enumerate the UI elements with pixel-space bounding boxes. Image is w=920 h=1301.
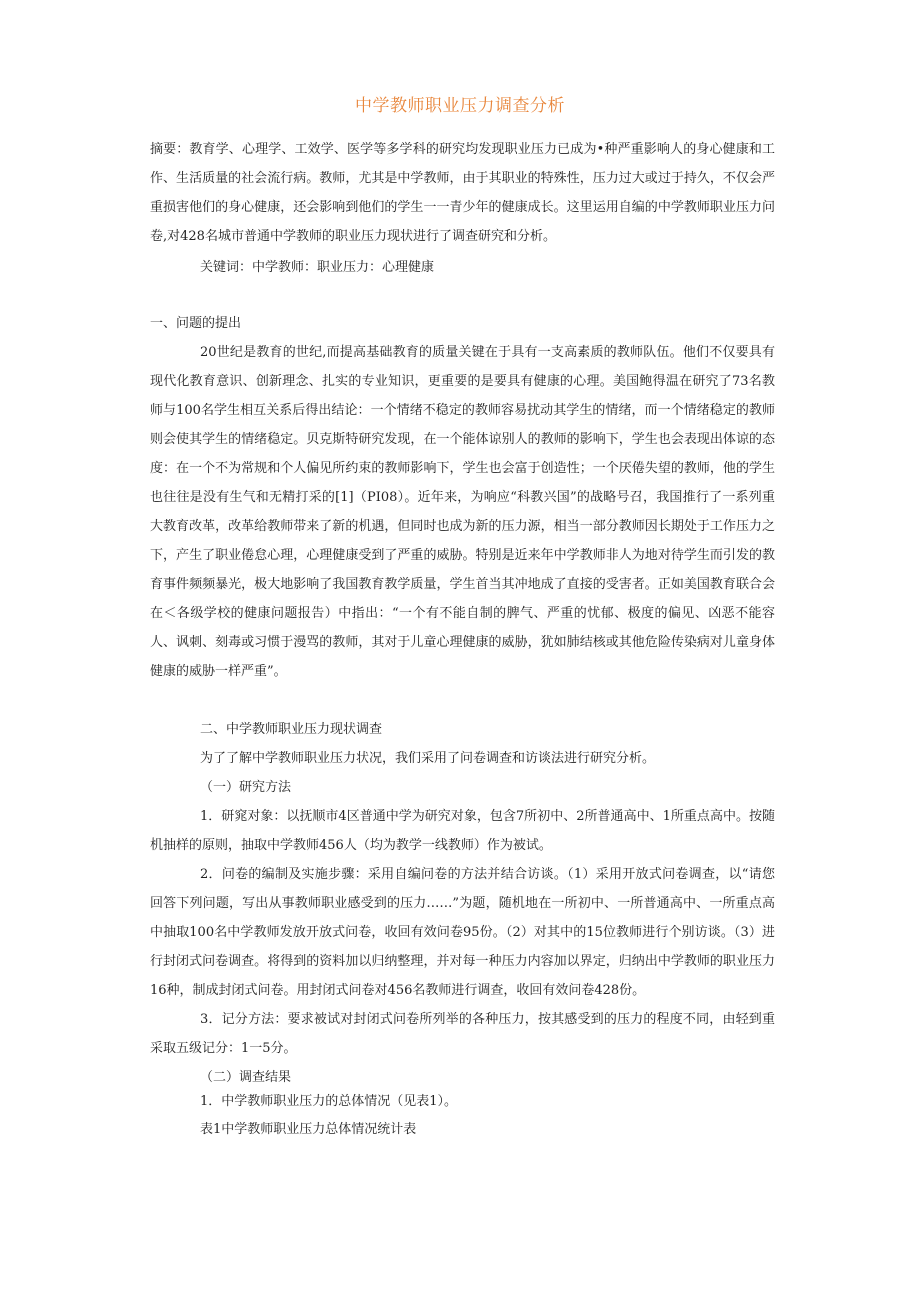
document-title: 中学教师职业压力调查分析 — [355, 96, 565, 116]
section-2 — [150, 715, 775, 1144]
table-caption: 表1中学教师职业压力总体情况统计表 — [200, 1122, 417, 1137]
method-item-2: 2．问卷的编制及实施步骤：采用自编问卷的方法并结合访谈。（1）采用开放式问卷调查，以“请您回答下列问题，写出从事教师职业感受到的压力……”为题，随机地在一所初中、一所普通高中、一所重点高中抽取100名中学教师发放开放式问卷，收回有效问卷95份。（2）对其中的15位教师进行个别访谈。（3）进行封闭式问卷调查。将得到的资料加以归纳整理，并对每一种压力内容加以界定，归纳出中学教师的职业压力16种，制成封闭式问卷。用封闭式问卷对456名教师进行调查，收回有效问卷428份。 — [150, 867, 775, 998]
section-2-intro: 为了了解中学教师职业压力状况，我们采用了问卷调查和访谈法进行研究分析。 — [200, 751, 656, 766]
keywords-line: 关键词：中学教师：职业压力：心理健康 — [200, 260, 435, 275]
abstract-block — [150, 135, 775, 282]
method-heading: （一）研究方法 — [200, 780, 292, 795]
results-heading: （二）调查结果 — [200, 1070, 292, 1085]
method-item-1: 1．研窕对象：以抚顺市4区普通中学为研究对象，包含7所初中、2所普通高中、1所重点高中。按随机抽样的原则，抽取中学教师456人（均为教学一线教师）作为被试。 — [150, 809, 775, 853]
section-2-heading: 二、中学教师职业压力现状调查 — [200, 722, 383, 737]
abstract-text: 摘要：教育学、心理学、工效学、医学等多学科的研究均发现职业压力已成为•种严重影响人的身心健康和工作、生活质量的社会流行病。教师，尤其是中学教师，由于其职业的特殊性，压力过大或过于持久，不仅会严重损害他们的身心健康，还会影响到他们的学生一一青少年的健康成长。这里运用自编的中学教师职业压力问卷,对428名城市普通中学教师的职业压力现状进行了调查研究和分析。 — [150, 142, 775, 244]
section-1 — [150, 309, 775, 686]
section-1-heading: 一、问题的提出 — [150, 316, 242, 331]
section-1-paragraph: 20世纪是教育的世纪,而提高基础教育的质量关键在于具有一支高素质的教师队伍。他们不仅要具有现代化教育意识、创新理念、扎实的专业知识，更重要的是要具有健康的心理。美国鲍得温在研究了73名教师与100名学生相互关系后得出结论：一个情绪不稳定的教师容易扰动其学生的情绪，而一个情绪稳定的教师则会使其学生的情绪稳定。贝克斯特研究发现，在一个能体谅别人的教师的影响下，学生也会表现出体谅的态度：在一个不为常规和个人偏见所约束的教师影响下，学生也会富于创造性；一个厌倦失望的教师，他的学生也往往是没有生气和无精打采的[1]（PI08）。近年来，为响应“科教兴国”的战略号召，我国推行了一系列重大教育改革，改革给教师带来了新的机遇，但同时也成为新的压力源，相当一部分教师因长期处于工作压力之下，产生了职业倦怠心理，心理健康受到了严重的威胁。特别是近来年中学教师非人为地对待学生而引发的教育事件频频暴光，极大地影响了我国教育教学质量，学生首当其冲地成了直接的受害者。正如美国教育联合会在＜各级学校的健康问题报告）中指出：“一个有不能自制的脾气、严重的忧郁、极度的偏见、凶恶不能容人、讽刺、刻毒或习惯于漫骂的教师，其对于儿童心理健康的威胁，犹如肺结核或其他危险传染病对儿童身体健康的威胁一样严重”。 — [150, 345, 775, 679]
result-item-1: 1．中学教师职业压力的总体情况（见表1）。 — [200, 1094, 458, 1109]
method-item-3: 3．记分方法：要求被试对封闭式问卷所列举的各种压力，按其感受到的压力的程度不同，由轻到重采取五级记分：1一5分。 — [150, 1012, 775, 1056]
